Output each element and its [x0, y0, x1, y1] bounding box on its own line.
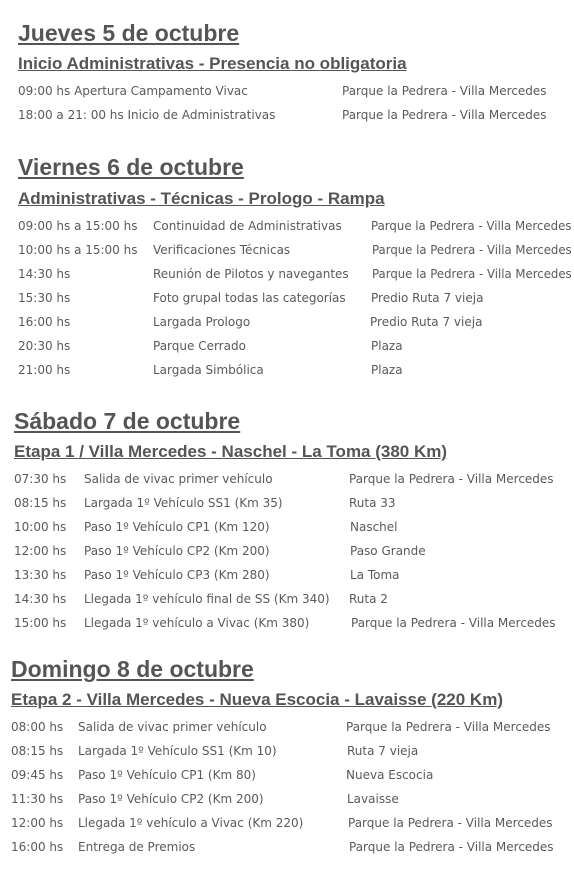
- row-activity: Largada Simbólica: [153, 363, 264, 377]
- row-time: 21:00 hs: [18, 363, 71, 377]
- row-time: 09:45 hs: [11, 768, 64, 782]
- row-activity: Salida de vivac primer vehículo: [78, 720, 267, 734]
- row-place: Parque la Pedrera - Villa Mercedes: [371, 219, 572, 233]
- stage-subtitle-sabado: Etapa 1 / Villa Mercedes - Naschel - La Toma (380 Km): [14, 442, 448, 461]
- row-activity: Reunión de Pilotos y navegantes: [153, 267, 349, 281]
- row-time: 20:30 hs: [18, 339, 71, 353]
- row-place: Predio Ruta 7 vieja: [370, 315, 483, 329]
- row-place: Predio Ruta 7 vieja: [371, 291, 484, 305]
- row-activity: Largada 1º Vehículo SS1 (Km 35): [84, 496, 283, 510]
- row-time: 13:30 hs: [14, 568, 67, 582]
- row-time: 16:00 hs: [11, 840, 64, 854]
- row-place: Lavaisse: [347, 792, 399, 806]
- row-place: Parque la Pedrera - Villa Mercedes: [372, 267, 572, 281]
- row-activity: Largada 1º Vehículo SS1 (Km 10): [78, 744, 277, 758]
- row-activity: Llegada 1º vehículo a Vivac (Km 380): [84, 616, 310, 630]
- row-activity: Paso 1º Vehículo CP3 (Km 280): [84, 568, 270, 582]
- day-heading-domingo: Domingo 8 de octubre: [11, 656, 254, 682]
- row-activity: Verificaciones Técnicas: [153, 243, 291, 257]
- row-place: Plaza: [371, 339, 403, 353]
- row-activity: Llegada 1º vehículo final de SS (Km 340): [84, 592, 330, 606]
- row-time: 14:30 hs: [18, 267, 71, 281]
- row-place: La Toma: [350, 568, 400, 582]
- row-time: 08:00 hs: [11, 720, 64, 734]
- row-place: Ruta 7 vieja: [347, 744, 419, 758]
- row-activity: Foto grupal todas las categorías: [153, 291, 346, 305]
- row-place: Parque la Pedrera - Villa Mercedes: [342, 108, 547, 122]
- stage-subtitle-viernes: Administrativas - Técnicas - Prologo - Rampa: [18, 189, 385, 208]
- row-time: 15:00 hs: [14, 616, 67, 630]
- row-activity: Llegada 1º vehículo a Vivac (Km 220): [78, 816, 304, 830]
- row-time: 09:00 hs a 15:00 hs: [18, 219, 138, 233]
- day-heading-jueves: Jueves 5 de octubre: [18, 20, 240, 46]
- row-time: 14:30 hs: [14, 592, 67, 606]
- row-place: Paso Grande: [350, 544, 426, 558]
- day-heading-sabado: Sábado 7 de octubre: [14, 408, 241, 434]
- row-place: Ruta 2: [349, 592, 388, 606]
- row-activity: Paso 1º Vehículo CP1 (Km 120): [84, 520, 270, 534]
- row-activity: Salida de vivac primer vehículo: [84, 472, 273, 486]
- row-place: Plaza: [371, 363, 403, 377]
- row-time: 16:00 hs: [18, 315, 71, 329]
- row-activity: Continuidad de Administrativas: [153, 219, 342, 233]
- row-activity: Paso 1º Vehículo CP2 (Km 200): [84, 544, 270, 558]
- row-time: 08:15 hs: [11, 744, 64, 758]
- day-heading-viernes: Viernes 6 de octubre: [18, 154, 244, 180]
- row-time: 10:00 hs: [14, 520, 67, 534]
- row-place: Parque la Pedrera - Villa Mercedes: [348, 816, 553, 830]
- row-place: Naschel: [350, 520, 398, 534]
- row-time: 09:00 hs Apertura Campamento Vivac: [18, 84, 248, 98]
- stage-subtitle-jueves: Inicio Administrativas - Presencia no obligatoria: [18, 54, 407, 73]
- row-time: 11:30 hs: [11, 792, 64, 806]
- row-place: Parque la Pedrera - Villa Mercedes: [342, 84, 547, 98]
- row-activity: Entrega de Premios: [78, 840, 196, 854]
- stage-subtitle-domingo: Etapa 2 - Villa Mercedes - Nueva Escocia - Lavaisse (220 Km): [11, 690, 503, 709]
- row-time: 08:15 hs: [14, 496, 67, 510]
- row-time: 10:00 hs a 15:00 hs: [18, 243, 138, 257]
- row-time: 12:00 hs: [11, 816, 64, 830]
- row-place: Ruta 33: [349, 496, 396, 510]
- row-place: Nueva Escocia: [346, 768, 434, 782]
- row-place: Parque la Pedrera - Villa Mercedes: [351, 616, 556, 630]
- row-time: 12:00 hs: [14, 544, 67, 558]
- row-activity: Paso 1º Vehículo CP1 (Km 80): [78, 768, 256, 782]
- row-place: Parque la Pedrera - Villa Mercedes: [372, 243, 572, 257]
- row-activity: Largada Prologo: [153, 315, 251, 329]
- row-time: 15:30 hs: [18, 291, 71, 305]
- row-time: 07:30 hs: [14, 472, 67, 486]
- row-place: Parque la Pedrera - Villa Mercedes: [349, 840, 554, 854]
- row-time: 18:00 a 21: 00 hs Inicio de Administrativas: [18, 108, 276, 122]
- row-place: Parque la Pedrera - Villa Mercedes: [349, 472, 554, 486]
- row-activity: Parque Cerrado: [153, 339, 246, 353]
- row-activity: Paso 1º Vehículo CP2 (Km 200): [78, 792, 264, 806]
- row-place: Parque la Pedrera - Villa Mercedes: [346, 720, 551, 734]
